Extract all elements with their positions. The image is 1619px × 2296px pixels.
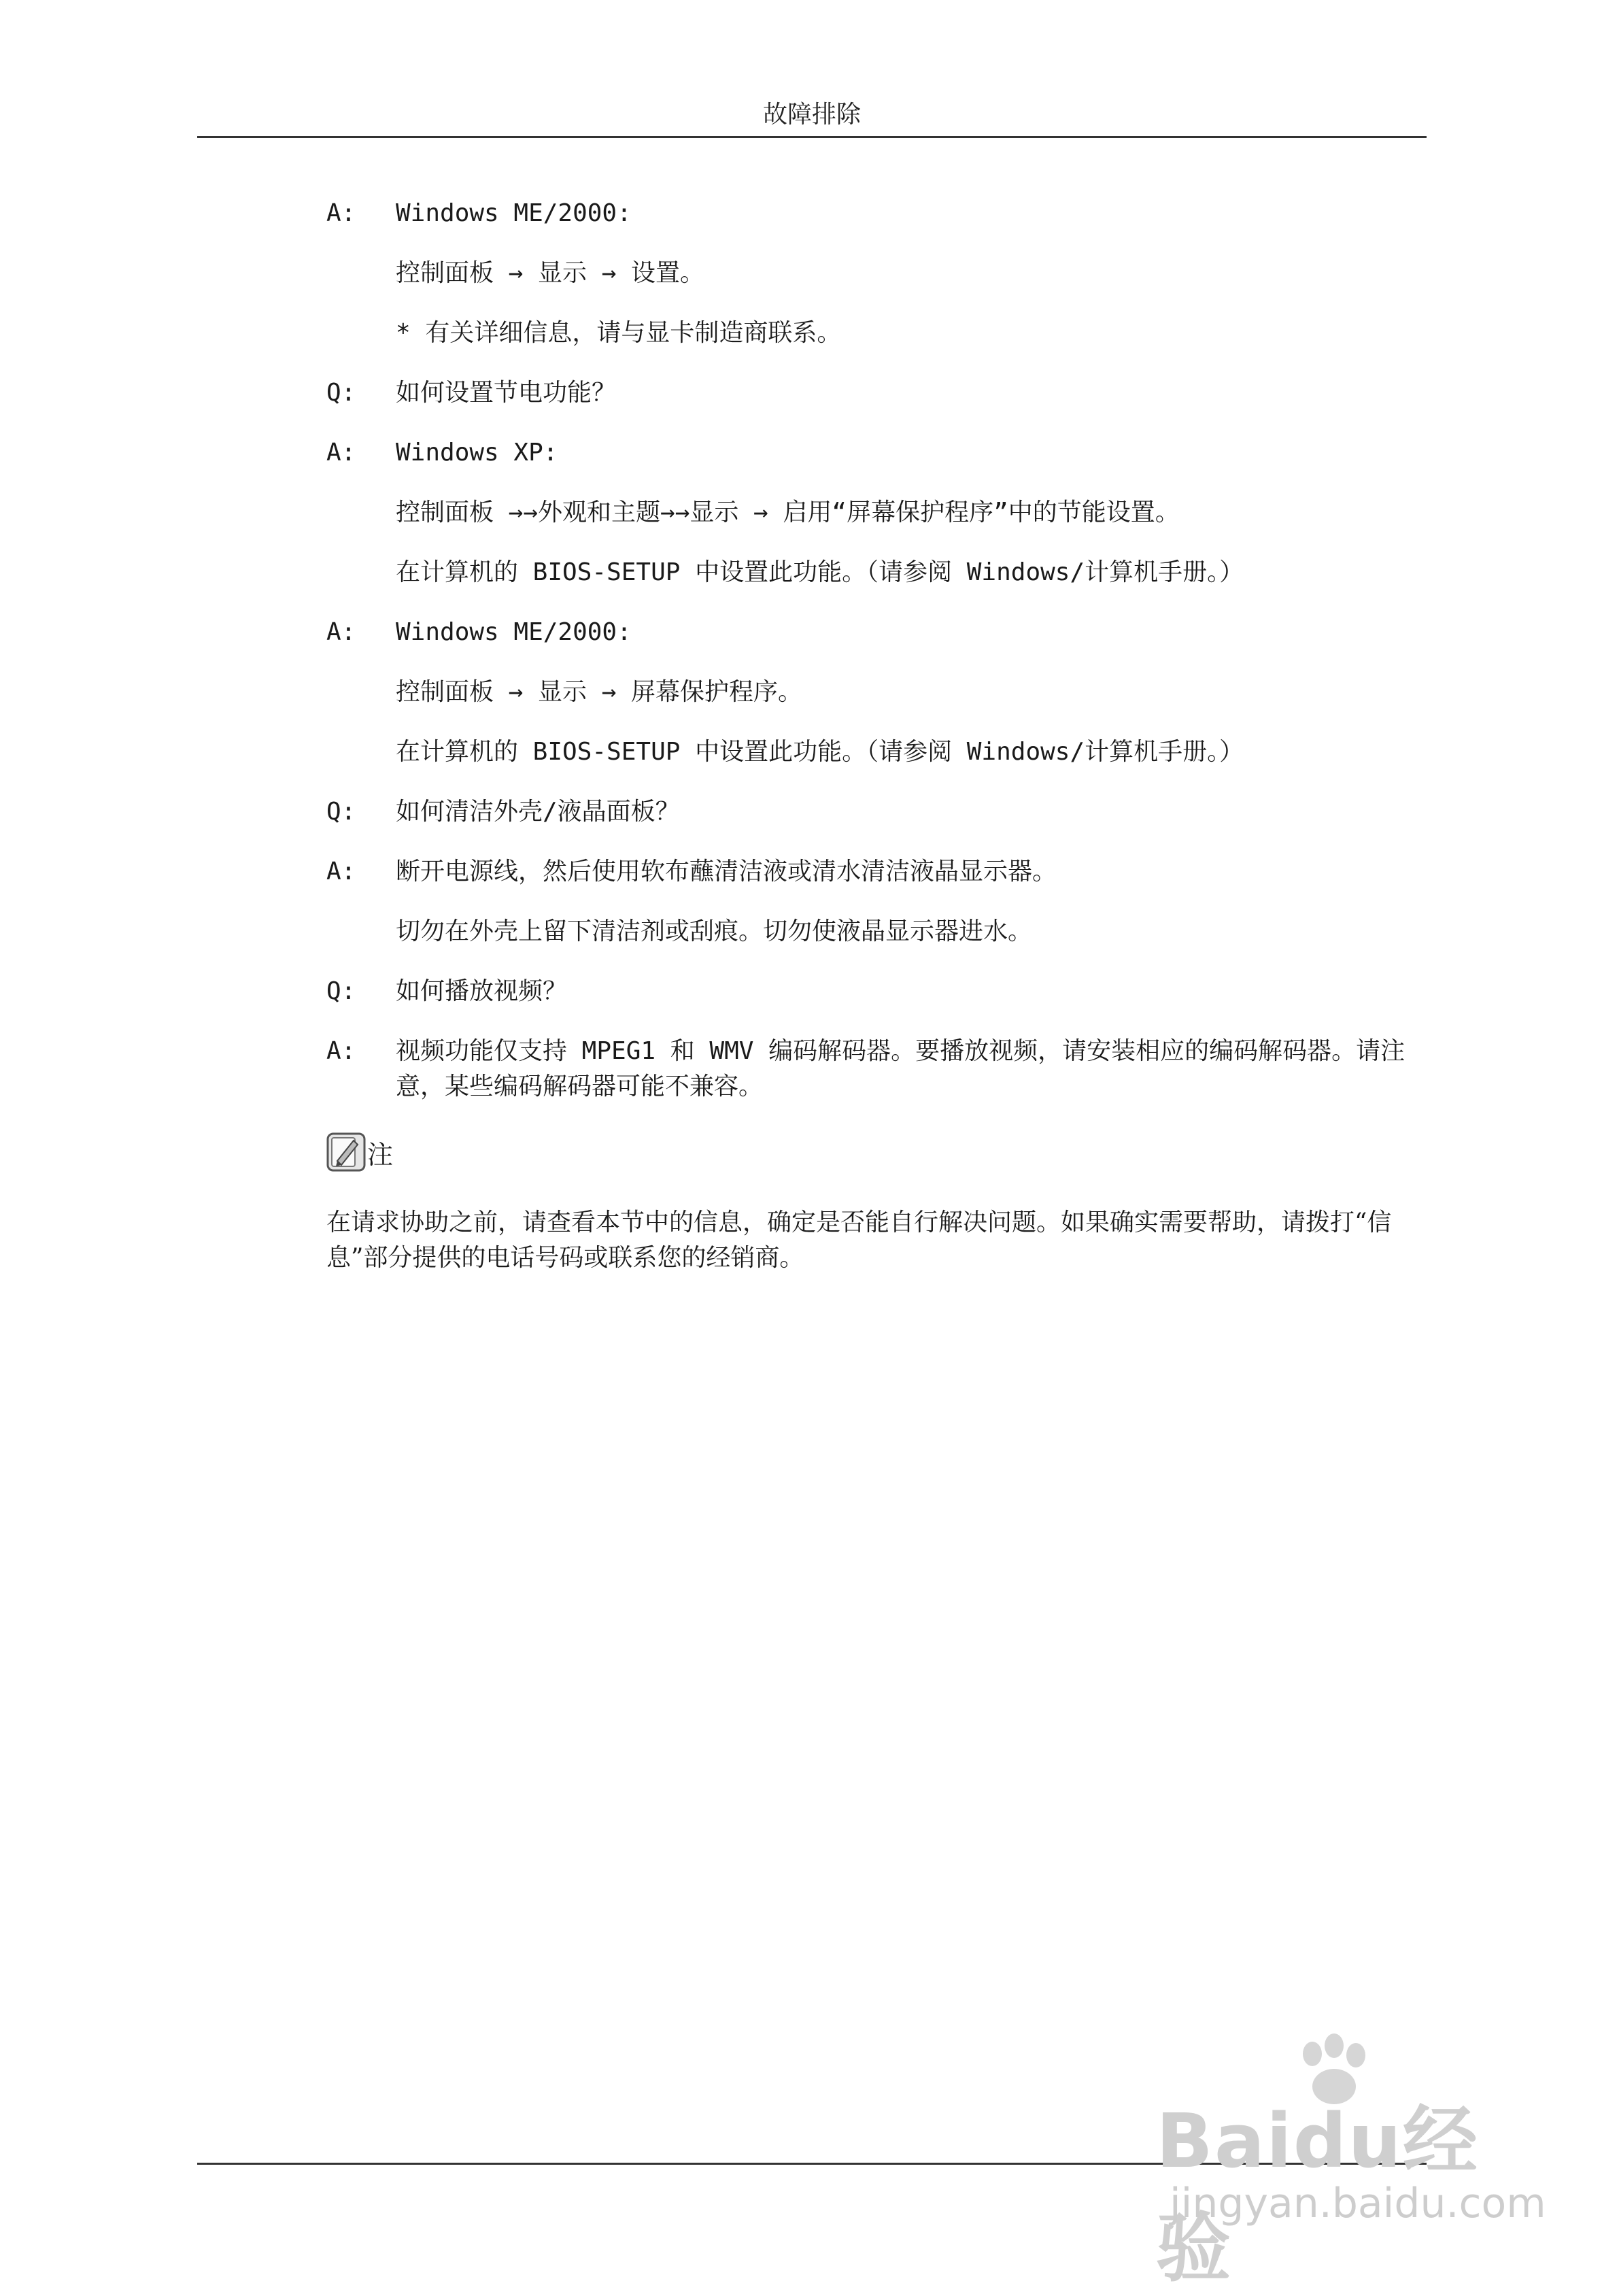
question-text: 如何清洁外壳/液晶面板？	[396, 798, 680, 826]
answer-row	[326, 615, 1428, 650]
answer-detail: 切勿在外壳上留下清洁剂或刮痕。切勿使液晶显示器进水。	[396, 917, 1033, 945]
answer-detail: 在计算机的 BIOS-SETUP 中设置此功能。（请参阅 Windows/计算机手册。）	[396, 738, 1244, 766]
faq-content	[326, 196, 1428, 1129]
note-text: 在请求协助之前，请查看本节中的信息，确定是否能自行解决问题。如果确实需要帮助，请拨打“信息”部分提供的电话号码或联系您的经销商。	[326, 1209, 1392, 1272]
answer-detail: * 有关详细信息，请与显卡制造商联系。	[396, 319, 842, 347]
answer-tag: A:	[326, 439, 356, 467]
answer-detail: 控制面板 →→外观和主题→→显示 → 启用“屏幕保护程序”中的节能设置。	[396, 499, 1180, 526]
note-pencil-icon	[326, 1132, 366, 1172]
note-label: 注	[367, 1139, 394, 1170]
answer-row	[326, 1034, 1428, 1104]
answer-row	[326, 196, 1428, 231]
question-row	[326, 974, 1428, 1009]
answer-detail: 控制面板 → 显示 → 设置。	[396, 259, 705, 287]
answer-tag: A:	[326, 1037, 356, 1065]
answer-tag: A:	[326, 858, 356, 885]
question-row	[326, 375, 1428, 411]
answer-text: Windows XP:	[396, 439, 558, 467]
answer-text: Windows ME/2000:	[396, 618, 632, 646]
answer-row	[326, 435, 1428, 471]
answer-text: Windows ME/2000:	[396, 199, 632, 227]
question-tag: Q:	[326, 798, 356, 826]
answer-text: 视频功能仅支持 MPEG1 和 WMV 编码解码器。要播放视频，请安装相应的编码解码器。请注意，某些编码解码器可能不兼容。	[396, 1037, 1405, 1100]
note-heading	[326, 1132, 393, 1172]
question-row	[326, 794, 1428, 830]
watermark-logo-text: Baidu经验	[1156, 2097, 1479, 2292]
question-text: 如何设置节电功能？	[396, 379, 617, 407]
answer-detail: 在计算机的 BIOS-SETUP 中设置此功能。（请参阅 Windows/计算机手册。）	[396, 558, 1244, 586]
baidu-watermark	[1156, 2033, 1546, 2292]
answer-tag: A:	[326, 199, 356, 227]
question-tag: Q:	[326, 977, 356, 1005]
answer-detail: 控制面板 → 显示 → 屏幕保护程序。	[396, 678, 803, 706]
question-text: 如何播放视频？	[396, 977, 568, 1005]
watermark-url: jingyan.baidu.com	[1170, 2180, 1546, 2227]
page-header-title: 故障排除	[762, 101, 861, 129]
question-tag: Q:	[326, 379, 356, 407]
answer-text: 断开电源线，然后使用软布蘸清洁液或清水清洁液晶显示器。	[396, 858, 1057, 885]
header-divider	[197, 136, 1427, 138]
answer-tag: A:	[326, 618, 356, 646]
answer-row	[326, 854, 1428, 890]
